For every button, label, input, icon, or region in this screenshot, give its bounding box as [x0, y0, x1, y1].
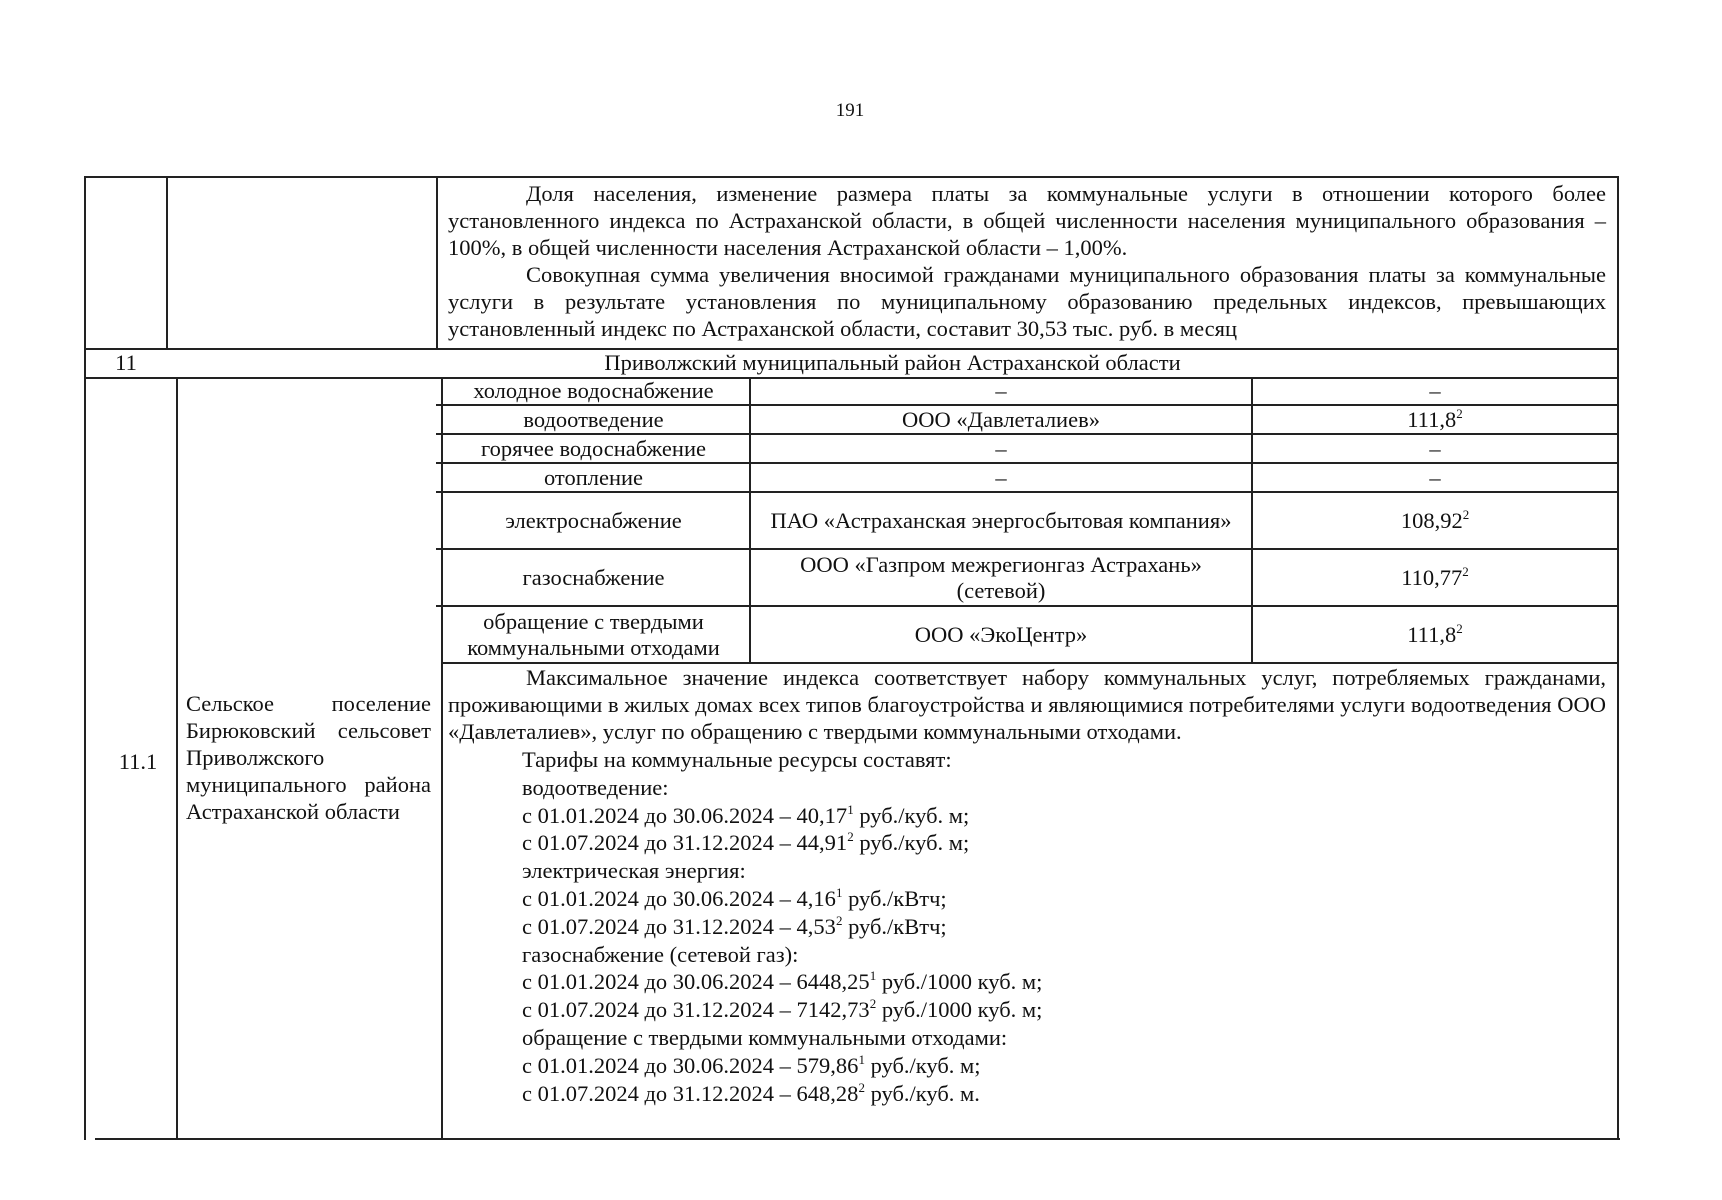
service-index: 111,8$^2$	[1407, 620, 1463, 647]
service-provider: –	[995, 378, 1007, 403]
tariffs-block	[522, 746, 1602, 1107]
footnote-mark: 2	[858, 1079, 865, 1095]
service-provider: –	[995, 435, 1007, 461]
page-number: 191	[835, 100, 865, 121]
footnote-mark: 2	[1462, 563, 1469, 579]
tariff-line: с 01.07.2024 до 31.12.2024 – 44,91$^2$ руб./куб. м;	[522, 829, 970, 856]
tariff-line: с 01.01.2024 до 30.06.2024 – 40,17$^1$ руб./куб. м;	[522, 801, 970, 828]
max-index-note: Максимальное значение индекса соответствует набору коммунальных услуг, потребляемых гражданами, проживающими в жилых домах всех типов благоустройства и являющимися потребителями услуги водоотведения ООО «Давлеталиев», услуг по обращению с твердыми коммунальными отходами.	[448, 665, 1606, 744]
table-border-bottom	[95, 1138, 1620, 1140]
service-index: 111,8$^2$	[1407, 405, 1463, 432]
footnote-mark: 2	[835, 912, 843, 928]
service-index: –	[1429, 435, 1441, 461]
district-name: Приволжский муниципальный район Астраханской области	[604, 350, 1181, 375]
tariff-line: с 01.07.2024 до 31.12.2024 – 7142,73$^2$ руб./1000 куб. м;	[522, 996, 1043, 1023]
top-paragraph-1: Доля населения, изменение размера платы за коммунальные услуги в отношении которого более установленного индекса по Астраханской области, в общей численности населения муниципального образования – 100%, в общей численности населения Астраханской области – 1,00%.	[448, 181, 1606, 260]
footnote-mark: 1	[858, 1051, 865, 1067]
service-name: горячее водоснабжение	[481, 435, 706, 461]
col-2-line-top	[436, 176, 438, 350]
table-border-top	[84, 176, 1619, 178]
tariff-line: электрическая энергия:	[522, 858, 746, 884]
top-paragraph-2: Совокупная сумма увеличения вносимой гражданами муниципального образования платы за коммунальные услуги в результате установления по муниципальному образованию предельных индексов, превышающих установленный индекс по Астраханской области, составит 30,53 тыс. руб. в месяц	[448, 262, 1606, 341]
tariff-lines	[522, 774, 1602, 1108]
footnote-mark: 1	[869, 968, 877, 984]
footnote-mark: 1	[835, 884, 843, 900]
tariff-line: с 01.07.2024 до 31.12.2024 – 4,53$^2$ руб./кВтч;	[522, 912, 947, 939]
footnote-mark: 1	[847, 801, 854, 817]
tariff-line: с 01.07.2024 до 31.12.2024 – 648,28$^2$ руб./куб. м.	[522, 1079, 980, 1106]
col-1-line-top	[166, 176, 168, 350]
service-name: водоотведение	[523, 406, 664, 432]
service-name: электроснабжение	[505, 507, 682, 533]
service-index: 110,77$^2$	[1401, 563, 1469, 590]
service-name: обращение с твердыми коммунальными отходами	[467, 608, 720, 660]
service-provider: –	[995, 464, 1007, 490]
footnote-mark: 2	[1456, 405, 1463, 421]
service-provider: ООО «Давлеталиев»	[902, 406, 1100, 432]
footnote-mark: 2	[1462, 506, 1470, 522]
service-name: отопление	[543, 464, 644, 490]
col-1-line-bottom	[176, 377, 178, 1140]
service-index: –	[1429, 464, 1441, 490]
settlement-name: Сельское поселение Бирюковский сельсовет Приволжского муниципального района Астраханской области	[186, 691, 431, 824]
service-name: газоснабжение	[522, 564, 665, 590]
service-name: холодное водоснабжение	[473, 378, 714, 403]
tariff-line: водоотведение:	[522, 774, 669, 800]
tariff-line: с 01.01.2024 до 30.06.2024 – 579,86$^1$ руб./куб. м;	[522, 1051, 981, 1078]
tariff-line: с 01.01.2024 до 30.06.2024 – 6448,25$^1$ руб./1000 куб. м;	[522, 968, 1043, 995]
tariff-line: с 01.01.2024 до 30.06.2024 – 4,16$^1$ руб./кВтч;	[522, 884, 947, 911]
table-border-right	[1617, 176, 1619, 1140]
footnote-mark: 2	[847, 829, 854, 845]
tariffs-heading: Тарифы на коммунальные ресурсы составят:	[522, 747, 952, 772]
settlement-number: 11.1	[118, 749, 158, 774]
district-number: 11	[115, 350, 137, 375]
footnote-mark: 2	[1456, 620, 1463, 636]
tariff-line: обращение с твердыми коммунальными отходами:	[522, 1024, 1008, 1050]
service-provider: ООО «Газпром межрегионгаз Астрахань» (сетевой)	[800, 551, 1202, 603]
footnote-mark: 2	[869, 996, 877, 1012]
tariff-line: газоснабжение (сетевой газ):	[522, 941, 799, 967]
service-index: –	[1429, 378, 1441, 403]
service-provider: ООО «ЭкоЦентр»	[914, 621, 1088, 647]
service-index: 108,92$^2$	[1400, 506, 1470, 533]
service-provider: ПАО «Астраханская энергосбытовая компания»	[770, 507, 1232, 533]
table-border-left	[84, 176, 86, 1140]
